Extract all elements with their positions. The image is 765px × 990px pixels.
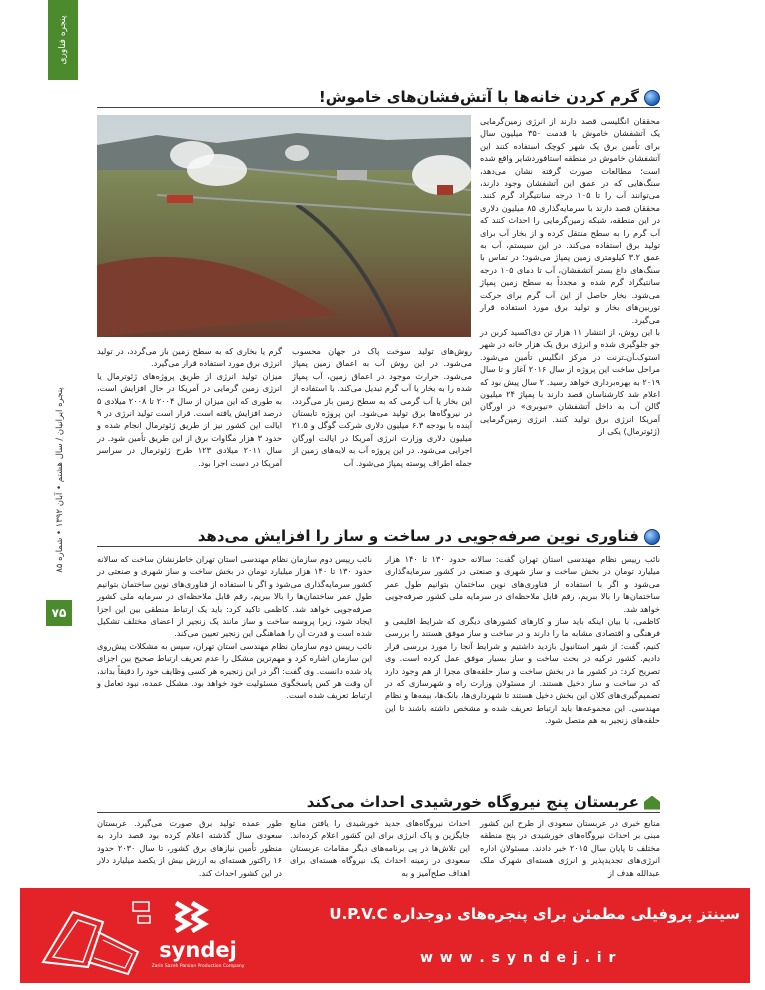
- article3-column-1: منابع خبری در عربستان سعودی از طرح این کشور مبنی بر احداث نیروگاه‌های خورشیدی در پنج منطقه مختلف تا پایان سال ۲۰۱۵ خبر دادند. مسئولان اداره انرژی‌های تجدیدپذیر و انرژی هسته‌ای شهرک ملک عبدالله هدف از: [480, 818, 660, 878]
- article2-title-row: [197, 527, 660, 545]
- article2-rule: [97, 546, 660, 547]
- article1-rule: [97, 107, 660, 108]
- issue-info-text: پنجره ایرانیان / سال هشتم • آبان ۱۳۹۲ • شماره ۸۵: [55, 387, 65, 573]
- syndej-mark-icon: [168, 898, 218, 938]
- article1-column-middle: روش‌های تولید سوخت پاک در جهان محسوب می‌شود. در این روش آب به اعماق زمین پمپاژ می‌شود. حرارت موجود در اعماق زمین، آب پمپاژ شده را به بخار یا آب گرم تبدیل می‌کند. با استفاده از این بخار یا آب گرمی که به سطح زمین باز می‌گردد، در نیروگاه‌ها برق تولید می‌شود. این پروژه تابستان آینده با بودجه ۶.۳ میلیون دلاری شرکت گوگل و ۲۱.۵ میلیون دلاری وزارت انرژی آمریکا در ایالت اورگان اجرایی می‌شود. در این پروژه آب به لایه‌های زمین از جمله اطراف پوسته پمپاژ می‌شود. آب: [292, 346, 472, 468]
- article1-column-right: محققان انگلیسی قصد دارند از انرژی زمین‌گرمایی یک آتشفشان خاموش با قدمت ۳۵۰ میلیون سال برای تأمین برق یک شهر کوچک استفاده کنند این آتشفشان خاموش در منطقه استافوردشایر واقع شده است؛ مطالعات صورت گرفته نشان می‌دهد، سنگ‌هایی که در عمق این آتشفشان وجود دارند، می‌توانند آب را تا ۱۰۵ درجه سانتیگراد گرم کنند. محققان قصد دارند با سرمایه‌گذاری ۸۵ میلیون دلاری در این منطقه، شبکه زمین‌گرمایی را احداث کنند که آب گرم را به سطح منتقل کرده و از بخار آب برای تولید برق استفاده می‌کند. در این سیستم، آب به عمق ۳.۲ کیلومتری زمین پمپاژ می‌شود؛ در تماس با سنگ‌های داغ بستر آتشفشان، آب تا دمای ۱۰۵ درجه سانتیگراد گرم شده و مجدداً به سطح زمین پمپاژ می‌شود. بخار حاصل از این آب گرم برای حرکت توربین‌های بخار و تولید برق مورد استفاده قرار می‌گیرد. با این روش، از انتشار ۱۱ هزار تن دی‌اکسید کربن در جو جلوگیری شده و انرژی برق یک هزار خانه در شهر استوک‌ـ‌آن‌ـ‌ترنت در مرکز انگلیس تأمین می‌شود. مراحل ساخت این پروژه از سال ۲۰۱۶ آغاز و تا سال ۲۰۱۹ به بهره‌برداری خواهد رسید. ۲ سال پیش بود که اعلام شد کارشناسان قصد دارند با پمپاژ ۲۴ میلیون گالن آب به داخل آتشفشان «نیوبری» در اورگان آمریکا انرژی برق تولید کنند. انرژی زمین‌گرمایی (ژئوترمال) یکی از: [480, 116, 660, 437]
- article1-title-row: [318, 88, 660, 106]
- article3-title: عربستان پنج نیروگاه خورشیدی احداث می‌کند: [306, 793, 639, 811]
- globe-icon: [644, 529, 660, 545]
- banner-headline: سینتز پروفیلی مطمئن برای پنجره‌های دوجداره U.P.V.C: [329, 905, 740, 923]
- article3-rule: [97, 812, 660, 813]
- banner-website-link[interactable]: w w w . s y n d e j . i r: [420, 950, 617, 966]
- brand-logo: [148, 898, 248, 978]
- article1-title: گرم کردن خانه‌ها با آتش‌فشان‌های خاموش!: [318, 88, 639, 106]
- article3-column-2: احداث نیروگاه‌های جدید خورشیدی را یافتن منابع جایگزین و پاک انرژی برای این کشور اعلام کرده‌اند. این تلاش‌ها در پی برنامه‌های دیگر مقامات عربستان سعودی در زمینه احداث یک نیروگاه هسته‌ای برای اهداف صلح‌آمیز و به: [290, 818, 470, 878]
- page-number: ۷۵: [46, 600, 72, 626]
- brand-name: syndej: [159, 938, 237, 962]
- brand-tagline: Zarin Sazeh Parsian Production Company: [151, 964, 245, 969]
- article2-title: فناوری نوین صرفه‌جویی در ساخت و ساز را افزایش می‌دهد: [197, 527, 639, 545]
- advertisement-banner: [20, 888, 750, 983]
- article1-column-left: گرم یا بخاری که به سطح زمین باز می‌گردد، در تولید انرژی برق مورد استفاده قرار می‌گیرد. میزان تولید انرژی از طریق پروژه‌های ژئوترمال یا انرژی زمین گرمایی در آمریکا در حال افزایش است، به طوری که این میزان از سال ۲۰۰۴ تا ۲۰۰۸ میلادی ۵ درصد افزایش یافته است. قرار است تولید انرژی در ۹ ایالت این کشور نیز از طریق ژئوترمال انجام شده و حدود ۳ هزار مگاوات برق از این طریق تأمین شود. در سال ۲۰۱۱ میلادی ۱۲۳ طرح ژئوترمال در سراسر آمریکا در دست اجرا بود.: [97, 346, 283, 468]
- section-tab: [48, 0, 78, 80]
- article2-column-right: نائب رییس نظام مهندسی استان تهران گفت: سالانه حدود ۱۳۰ تا ۱۴۰ هزار میلیارد تومان در بخش ساخت و ساز شهری و صنعتی در کشور سرمایه‌گذاری می‌شود و اگر با استفاده از فناوری‌های نوین ساختمان بتوانیم طول عمر ساختمان‌ها را بالا ببریم، رقم قابل ملاحظه‌ای در سرمایه ملی کشور صرفه‌جویی خواهد شد. کاظمی، با بیان اینکه باید ساز و کارهای کشورهای دیگری که شرایط اقلیمی و فرهنگی و اقتصادی مشابه ما را دارند و در ساخت و ساز موفق هستند را بررسی کنیم، گفت: از شهر استانبول بازدید داشتیم و شرایط آنجا را مورد بررسی قرار دادیم. کشور ترکیه در بحث ساخت و ساز بسیار موفق عمل کرده است. وی تصریح کرد: در کشور ما در بخش ساخت و ساز حلقه‌های مجزا از هم وجود دارد که در ساخت و ساز دخیل هستند. از مسئولان وزارت راه و شهرسازی که در تصمیم‌گیری‌های کلان این بخش دخیل هستند تا شهرداری‌ها، بانک‌ها، بیمه‌ها و نظام مهندسی. این مجموعه‌ها باید ارتباط تعریف شده و مشخص داشته باشند تا این حلقه‌های زنجیر به هم متصل شود.: [385, 554, 661, 726]
- section-tab-label: پنجره فناوری: [58, 15, 68, 65]
- geothermal-plant-photo: [97, 115, 471, 337]
- solar-house-icon: [644, 796, 660, 810]
- article3-column-3: طور عمده تولید برق صورت می‌گیرد. عربستان سعودی سال گذشته اعلام کرده بود قصد دارد به منظور تأمین نیازهای برق کشور، تا سال ۲۰۳۰ حدود ۱۶ راکتور هسته‌ای به ارزش بیش از یکصد میلیارد دلار در این کشور احداث کند.: [97, 818, 282, 878]
- landscape-illustration: [97, 115, 471, 337]
- article3-title-row: [306, 793, 660, 811]
- issue-info: [50, 330, 70, 630]
- globe-icon: [644, 90, 660, 106]
- article2-column-left: نائب رییس دوم سازمان نظام مهندسی استان تهران خاطرنشان ساخت که سالانه حدود ۱۳۰ تا ۱۴۰ هزار میلیارد تومان در بخش ساخت و ساز شهری و صنعتی در کشور سرمایه‌گذاری می‌شود و اگر با استفاده از فناوری‌های نوین ساختمان بتوانیم طول عمر ساختمان‌ها را بالا ببریم، رقم قابل ملاحظه‌ای در سرمایه ملی کشور صرفه‌جویی خواهد شد. کاظمی تاکید کرد: باید یک ارتباط منطقی بین این اجزا ایجاد شود، زیرا پروسه ساخت و ساز مانند یک زنجیر از اعضای مختلف تشکیل شده است و قدرت آن را هماهنگی این زنجیر تعیین می‌کند. نائب رییس دوم سازمان نظام مهندسی استان تهران، سپس به مشکلات پیش‌روی این سازمان اشاره کرد و مهم‌ترین مشکل را عدم تعریف ارتباط صحیح بین اجزای یاد شده دانست. وی گفت: اگر در این زنجیره هر کسی وظایف خود را دقیقاً بداند، آن وقت هر کس پاسخگوی مسئولیت خود خواهد بود. مشکل عمده، نبود تعامل و ارتباط تعریف شده است.: [97, 554, 373, 701]
